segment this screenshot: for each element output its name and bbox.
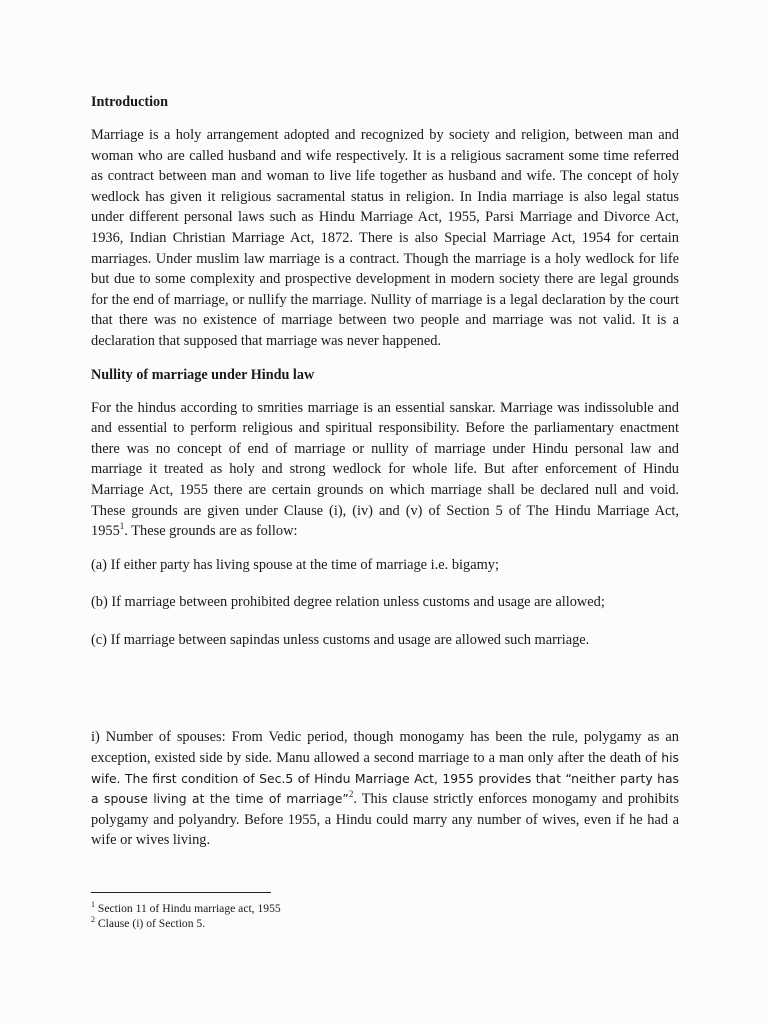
nullity-paragraph-tail: . These grounds are as follow: [124,523,298,540]
footnotes [91,901,679,931]
footnote-2 [91,916,679,931]
introduction-paragraph: Marriage is a holy arrangement adopted and recognized by society and religion, between man and woman who are called husband and wife respectively. It is a religious sacrament some time referred as contract between man and woman to live life together as husband and wife. The concept of holy wedlock has given it religious sacramental status in religion. In India marriage is also legal status under different personal laws such as Hindu Marriage Act, 1955, Parsi Marriage and Divorce Act, 1936, Indian Christian Marriage Act, 1872. There is also Special Marriage Act, 1954 for certain marriages. Under muslim law marriage is a contract. Though the marriage is a holy wedlock for life but due to some complexity and prospective development in modern society there are legal grounds for the end of marriage, or nullify the marriage. Nullity of marriage is a legal declaration by the court that there was no existence of marriage between two people and marriage was not valid. It is a declaration that supposed that marriage was never happened. [91,127,679,349]
footnote-2-number: 2 [91,915,95,925]
footnote-divider [91,892,271,893]
spouses-text-3: . This clause strictly enforces monogamy and prohibits polygamy and polyandry. Before 1955, a Hindu could marry any number of wives, even if he had a wife or wives living. [91,791,679,849]
nullity-paragraph [91,398,679,542]
footnote-1 [91,901,679,916]
blank-space [91,667,679,727]
footnote-2-text: Clause (i) of Section 5. [95,917,206,930]
nullity-heading: Nullity of marriage under Hindu law [91,366,315,383]
footnote-ref-2[interactable]: 2 [348,789,354,800]
footnote-ref-1[interactable]: 1 [119,521,125,532]
document-body [91,92,679,864]
footnote-1-text: Section 11 of Hindu marriage act, 1955 [95,902,281,915]
spouses-text-1: i) Number of spouses: From Vedic period, though monogamy has been the rule, polygamy as an exception, existed side by side. Manu allowed a second marriage to a man only after the death of [91,729,679,767]
introduction-heading: Introduction [91,94,168,110]
ground-b: (b) If marriage between prohibited degree relation unless customs and usage are allowed; [91,594,605,611]
footnote-1-number: 1 [91,900,95,910]
nullity-paragraph-text: For the hindus according to smrities marriage is an essential sanskar. Marriage was indissoluble and and essential to perform religious and spiritual responsibility. Before the parliamentary enactment there was no concept of end of marriage or nullity of marriage under Hindu personal law and marriage it treated as holy and strong wedlock for whole life. But after enforcement of Hindu Marriage Act, 1955 there are certain grounds on which marriage shall be declared null and void. These grounds are given under Clause (i), (iv) and (v) of Section 5 of The Hindu Marriage Act, 1955 [91,399,679,540]
ground-c: (c) If marriage between sapindas unless customs and usage are allowed such marriage. [91,631,590,648]
number-of-spouses-paragraph [91,727,679,851]
ground-a: (a) If either party has living spouse at the time of marriage i.e. bigamy; [91,556,499,573]
spouses-text-2: his wife. The first condition of Sec.5 of Hindu Marriage Act, 1955 provides that “neither party has a spouse living at the time of marriage” [91,750,679,807]
